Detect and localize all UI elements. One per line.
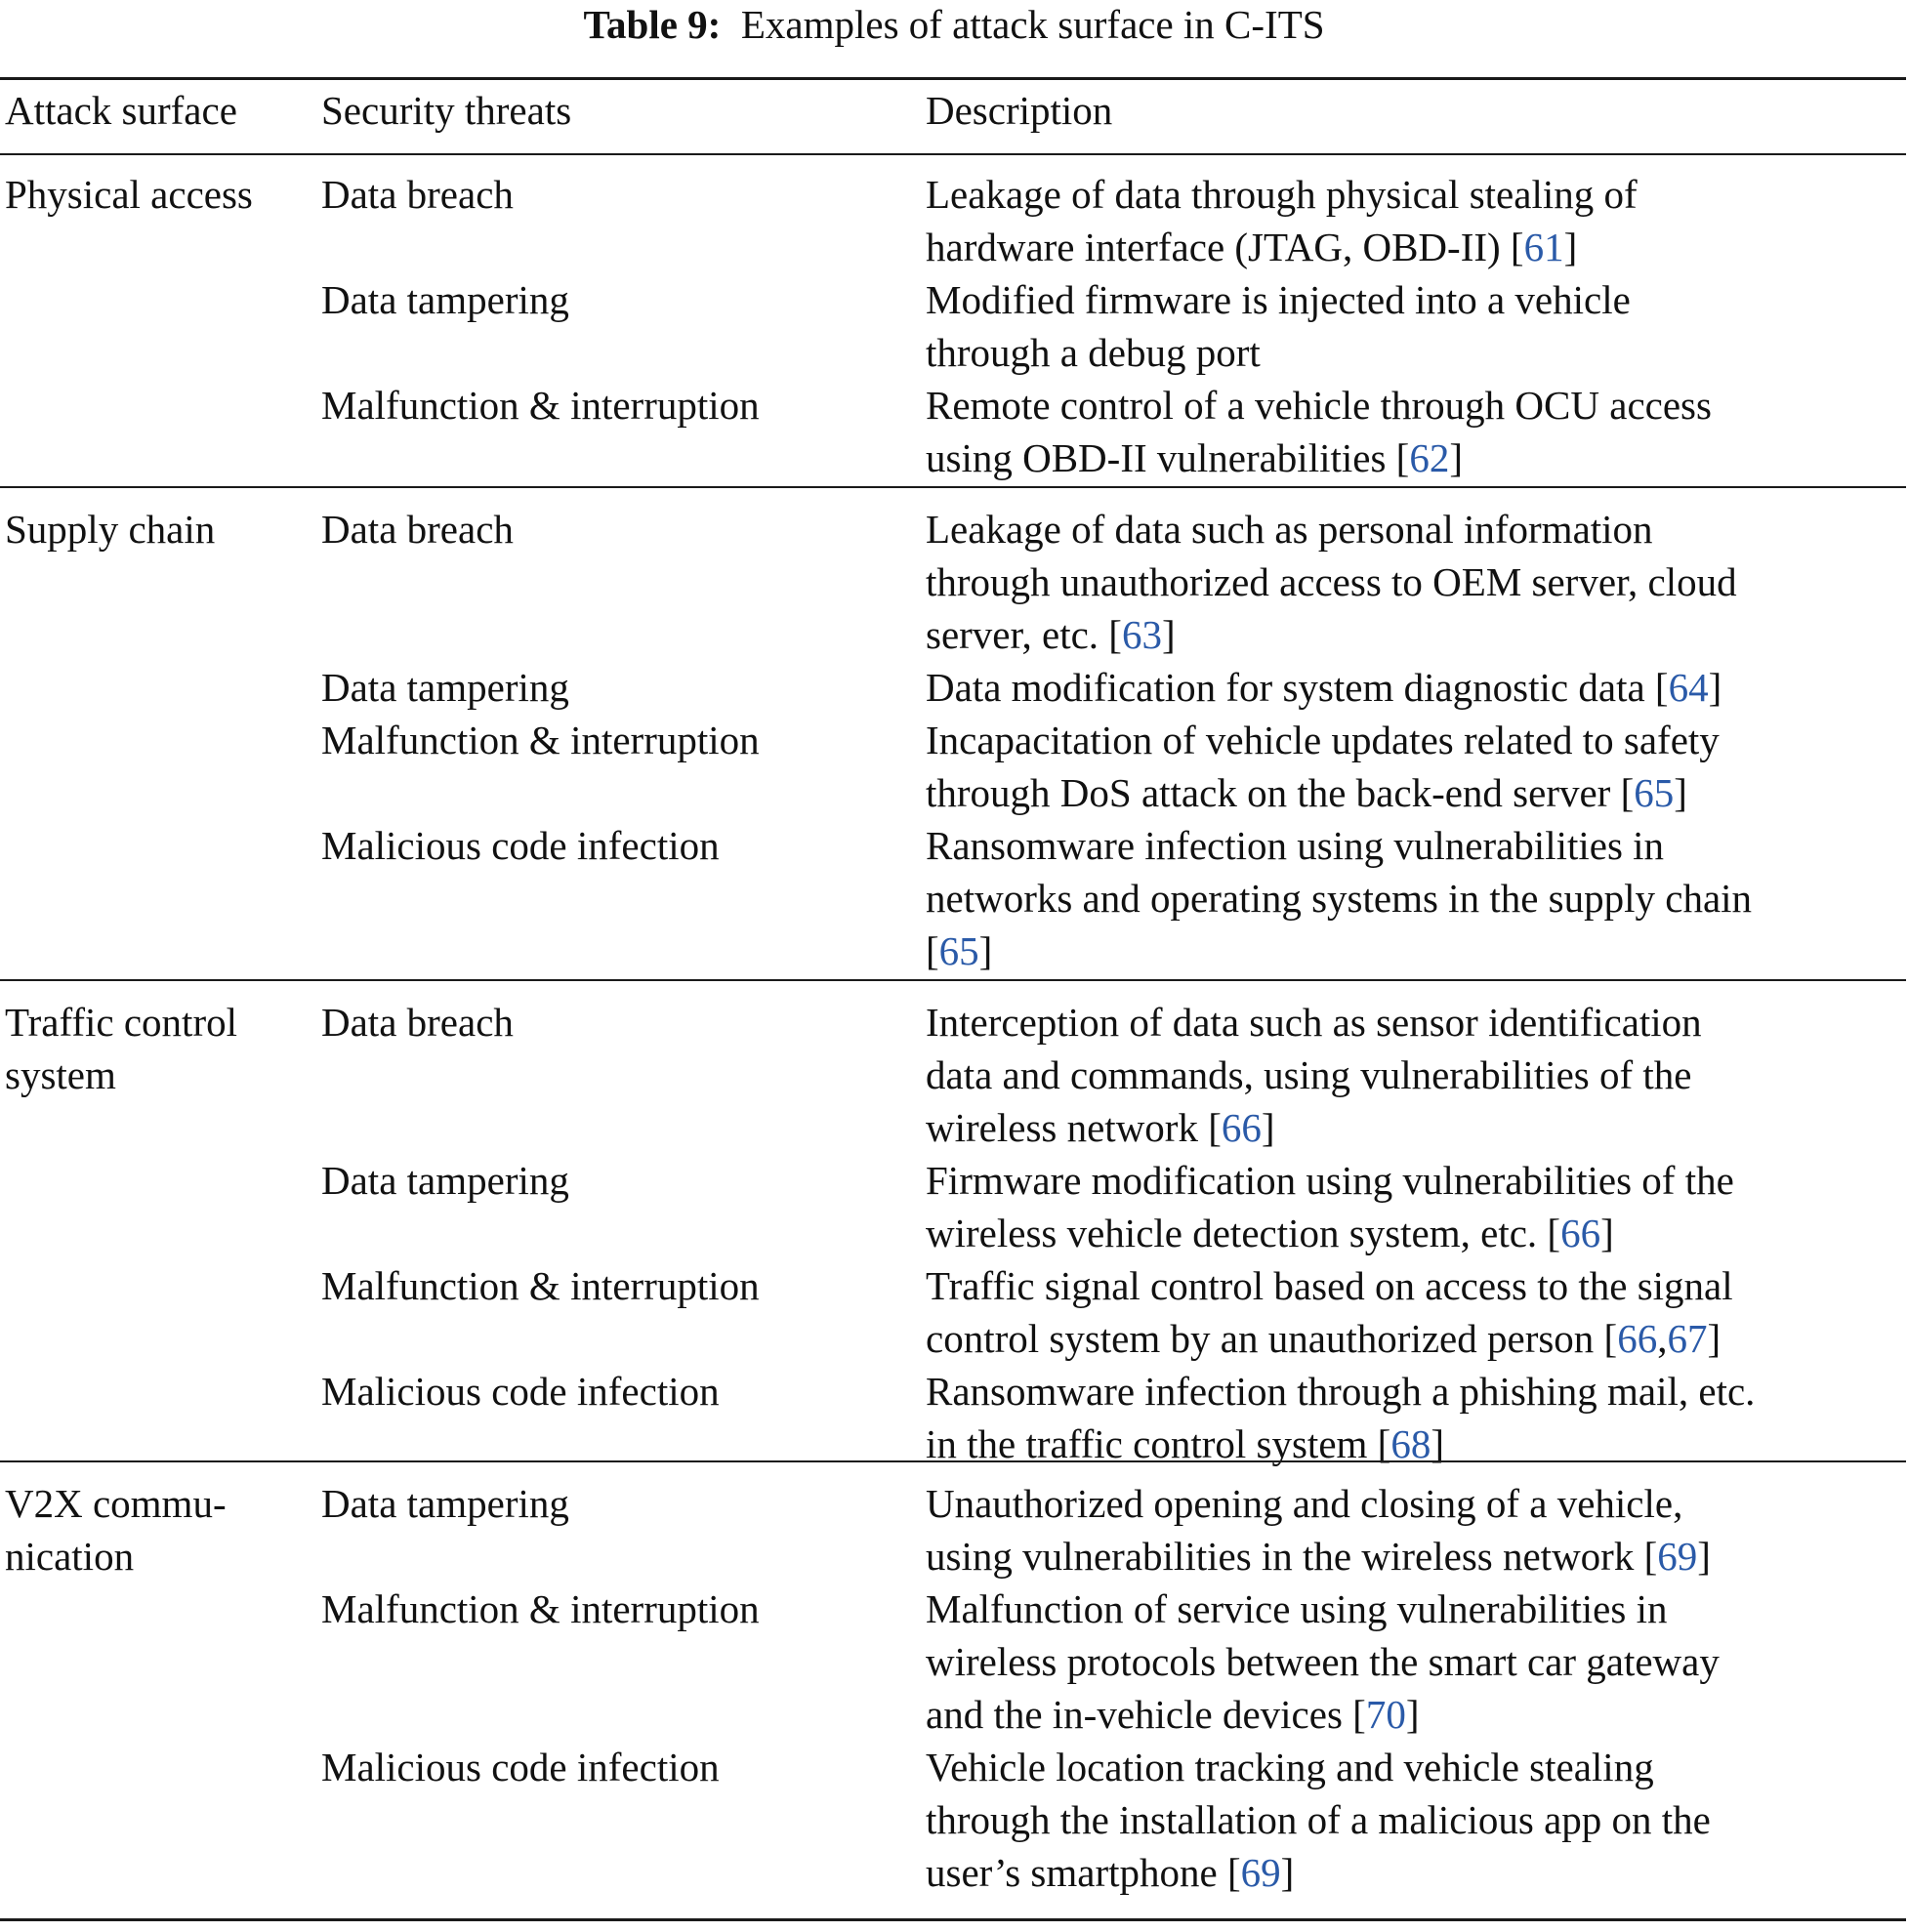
description-line [926, 608, 1176, 661]
description-text: hardware interface (JTAG, OBD-II) [ [926, 225, 1524, 269]
description-line [926, 925, 992, 977]
description-text: Unauthorized opening and closing of a vehicle, [926, 1481, 1683, 1526]
description-text: data and commands, using vulnerabilities of the [926, 1052, 1692, 1097]
description-text: Vehicle location tracking and vehicle stealing [926, 1745, 1654, 1789]
citation-bracket: ] [1707, 1316, 1721, 1361]
attack-surface-label: Physical access [5, 172, 253, 217]
description-line [926, 1154, 1734, 1207]
security-threat: Malfunction & interruption [321, 1586, 760, 1631]
description-line [926, 1846, 1294, 1899]
description-line [926, 555, 1737, 608]
table-caption [0, 2, 1908, 47]
description-text: Traffic signal control based on access to the signal [926, 1263, 1733, 1308]
citation-bracket: ] [1449, 435, 1463, 480]
citation-link[interactable]: 65 [1634, 770, 1675, 815]
citation-link[interactable]: 69 [1657, 1534, 1698, 1579]
security-threat: Malfunction & interruption [321, 718, 760, 762]
description-text: wireless protocols between the smart car gateway [926, 1639, 1720, 1684]
description-line [926, 503, 1653, 555]
description-text: server, etc. [ [926, 612, 1122, 657]
top-rule [0, 77, 1906, 80]
citation-link[interactable]: 66 [1221, 1105, 1262, 1150]
caption-label: Table 9: [583, 2, 722, 47]
description-line [926, 1793, 1711, 1846]
citation-bracket: ] [1697, 1534, 1711, 1579]
citation-bracket: ] [1405, 1692, 1420, 1737]
citation-link[interactable]: 63 [1121, 612, 1162, 657]
description-text: Leakage of data through physical stealing of [926, 172, 1638, 217]
description-line [926, 1477, 1682, 1530]
description-line [926, 1101, 1275, 1154]
description-text: [ [926, 928, 939, 973]
group-rule [0, 979, 1906, 981]
header-rule [0, 153, 1906, 155]
security-threat: Data breach [321, 1000, 514, 1045]
description-text: wireless vehicle detection system, etc. [ [926, 1211, 1561, 1255]
description-text: through DoS attack on the back-end server [ [926, 770, 1635, 815]
group-rule [0, 1460, 1906, 1462]
citation-link[interactable]: 70 [1365, 1692, 1406, 1737]
citation-bracket: ] [978, 928, 993, 973]
description-text: and the in-vehicle devices [ [926, 1692, 1366, 1737]
security-threat: Data tampering [321, 1481, 569, 1526]
header-attack-surface: Attack surface [5, 88, 237, 133]
citation-link[interactable]: 62 [1409, 435, 1450, 480]
description-line [926, 1259, 1733, 1312]
security-threat: Data tampering [321, 665, 569, 710]
citation-bracket: ] [1161, 612, 1176, 657]
citation-link[interactable]: 64 [1668, 665, 1709, 710]
description-line [926, 221, 1577, 273]
security-threat: Malfunction & interruption [321, 1263, 760, 1308]
description-text: networks and operating systems in the supply chain [926, 876, 1753, 921]
attack-surface-label: nication [5, 1534, 135, 1579]
description-text: Remote control of a vehicle through OCU access [926, 383, 1712, 428]
security-threat: Malicious code infection [321, 1745, 720, 1789]
security-threat: Data tampering [321, 1158, 569, 1203]
citation-bracket: ] [1563, 225, 1578, 269]
security-threat: Malicious code infection [321, 823, 720, 868]
caption-title: Examples of attack surface in C-ITS [740, 2, 1325, 47]
citation-link[interactable]: 67 [1667, 1316, 1708, 1361]
description-line [926, 1048, 1692, 1101]
citation-bracket: ] [1431, 1421, 1444, 1466]
citation-link[interactable]: 68 [1390, 1421, 1431, 1466]
citation-link[interactable]: 65 [938, 928, 979, 973]
description-line [926, 872, 1752, 925]
security-threat: Data breach [321, 172, 514, 217]
security-threat: Malfunction & interruption [321, 383, 760, 428]
description-text: user’s smartphone [ [926, 1850, 1241, 1895]
description-line [926, 168, 1638, 221]
description-text: using OBD-II vulnerabilities [ [926, 435, 1410, 480]
description-text: Firmware modification using vulnerabilities of the [926, 1158, 1734, 1203]
description-text: control system by an unauthorized person [ [926, 1316, 1618, 1361]
description-line [926, 1635, 1720, 1688]
description-text: Ransomware infection using vulnerabilities in [926, 823, 1665, 868]
security-threat: Malicious code infection [321, 1369, 720, 1414]
description-line [926, 326, 1261, 379]
citation-link[interactable]: 66 [1617, 1316, 1658, 1361]
citation-bracket: ] [1280, 1850, 1295, 1895]
description-line [926, 1530, 1711, 1583]
description-text: Malfunction of service using vulnerabilities in [926, 1586, 1668, 1631]
description-line [926, 1688, 1419, 1741]
description-line [926, 432, 1463, 484]
description-line [926, 661, 1721, 714]
description-text: wireless network [ [926, 1105, 1222, 1150]
security-threat: Data tampering [321, 277, 569, 322]
description-line [926, 273, 1631, 326]
citation-bracket: ] [1674, 770, 1687, 815]
group-rule [0, 486, 1906, 488]
description-text: Leakage of data such as personal information [926, 507, 1653, 552]
attack-surface-label: Traffic control [5, 1000, 237, 1045]
description-line [926, 819, 1664, 872]
description-line [926, 996, 1702, 1048]
description-text: in the traffic control system [ [926, 1421, 1391, 1466]
description-line [926, 1312, 1721, 1365]
description-text: Data modification for system diagnostic data [ [926, 665, 1669, 710]
attack-surface-label: Supply chain [5, 507, 216, 552]
description-text: Incapacitation of vehicle updates related to safety [926, 718, 1720, 762]
citation-link[interactable]: 66 [1560, 1211, 1601, 1255]
citation-link[interactable]: 69 [1240, 1850, 1281, 1895]
description-line [926, 1207, 1614, 1259]
description-text: using vulnerabilities in the wireless network [ [926, 1534, 1658, 1579]
description-text: Interception of data such as sensor identification [926, 1000, 1702, 1045]
description-line [926, 379, 1712, 432]
description-line [926, 766, 1687, 819]
citation-link[interactable]: 61 [1523, 225, 1564, 269]
description-line [926, 714, 1720, 766]
citation-bracket: ] [1600, 1211, 1614, 1255]
header-security-threats: Security threats [321, 88, 572, 133]
attack-surface-label: system [5, 1052, 116, 1097]
header-description: Description [926, 88, 1113, 133]
description-line [926, 1583, 1667, 1635]
description-line [926, 1741, 1654, 1793]
citation-bracket: ] [1261, 1105, 1275, 1150]
citation-bracket: ] [1708, 665, 1722, 710]
description-text: Ransomware infection through a phishing mail, etc. [926, 1369, 1756, 1414]
description-text: through unauthorized access to OEM server, cloud [926, 559, 1737, 604]
description-line [926, 1365, 1755, 1418]
attack-surface-label: V2X commu- [5, 1481, 227, 1526]
security-threat: Data breach [321, 507, 514, 552]
description-text: through a debug port [926, 330, 1261, 375]
description-text: through the installation of a malicious app on the [926, 1797, 1711, 1842]
description-text: Modified firmware is injected into a vehicle [926, 277, 1631, 322]
citation-separator: , [1657, 1316, 1668, 1361]
bottom-rule [0, 1918, 1906, 1921]
